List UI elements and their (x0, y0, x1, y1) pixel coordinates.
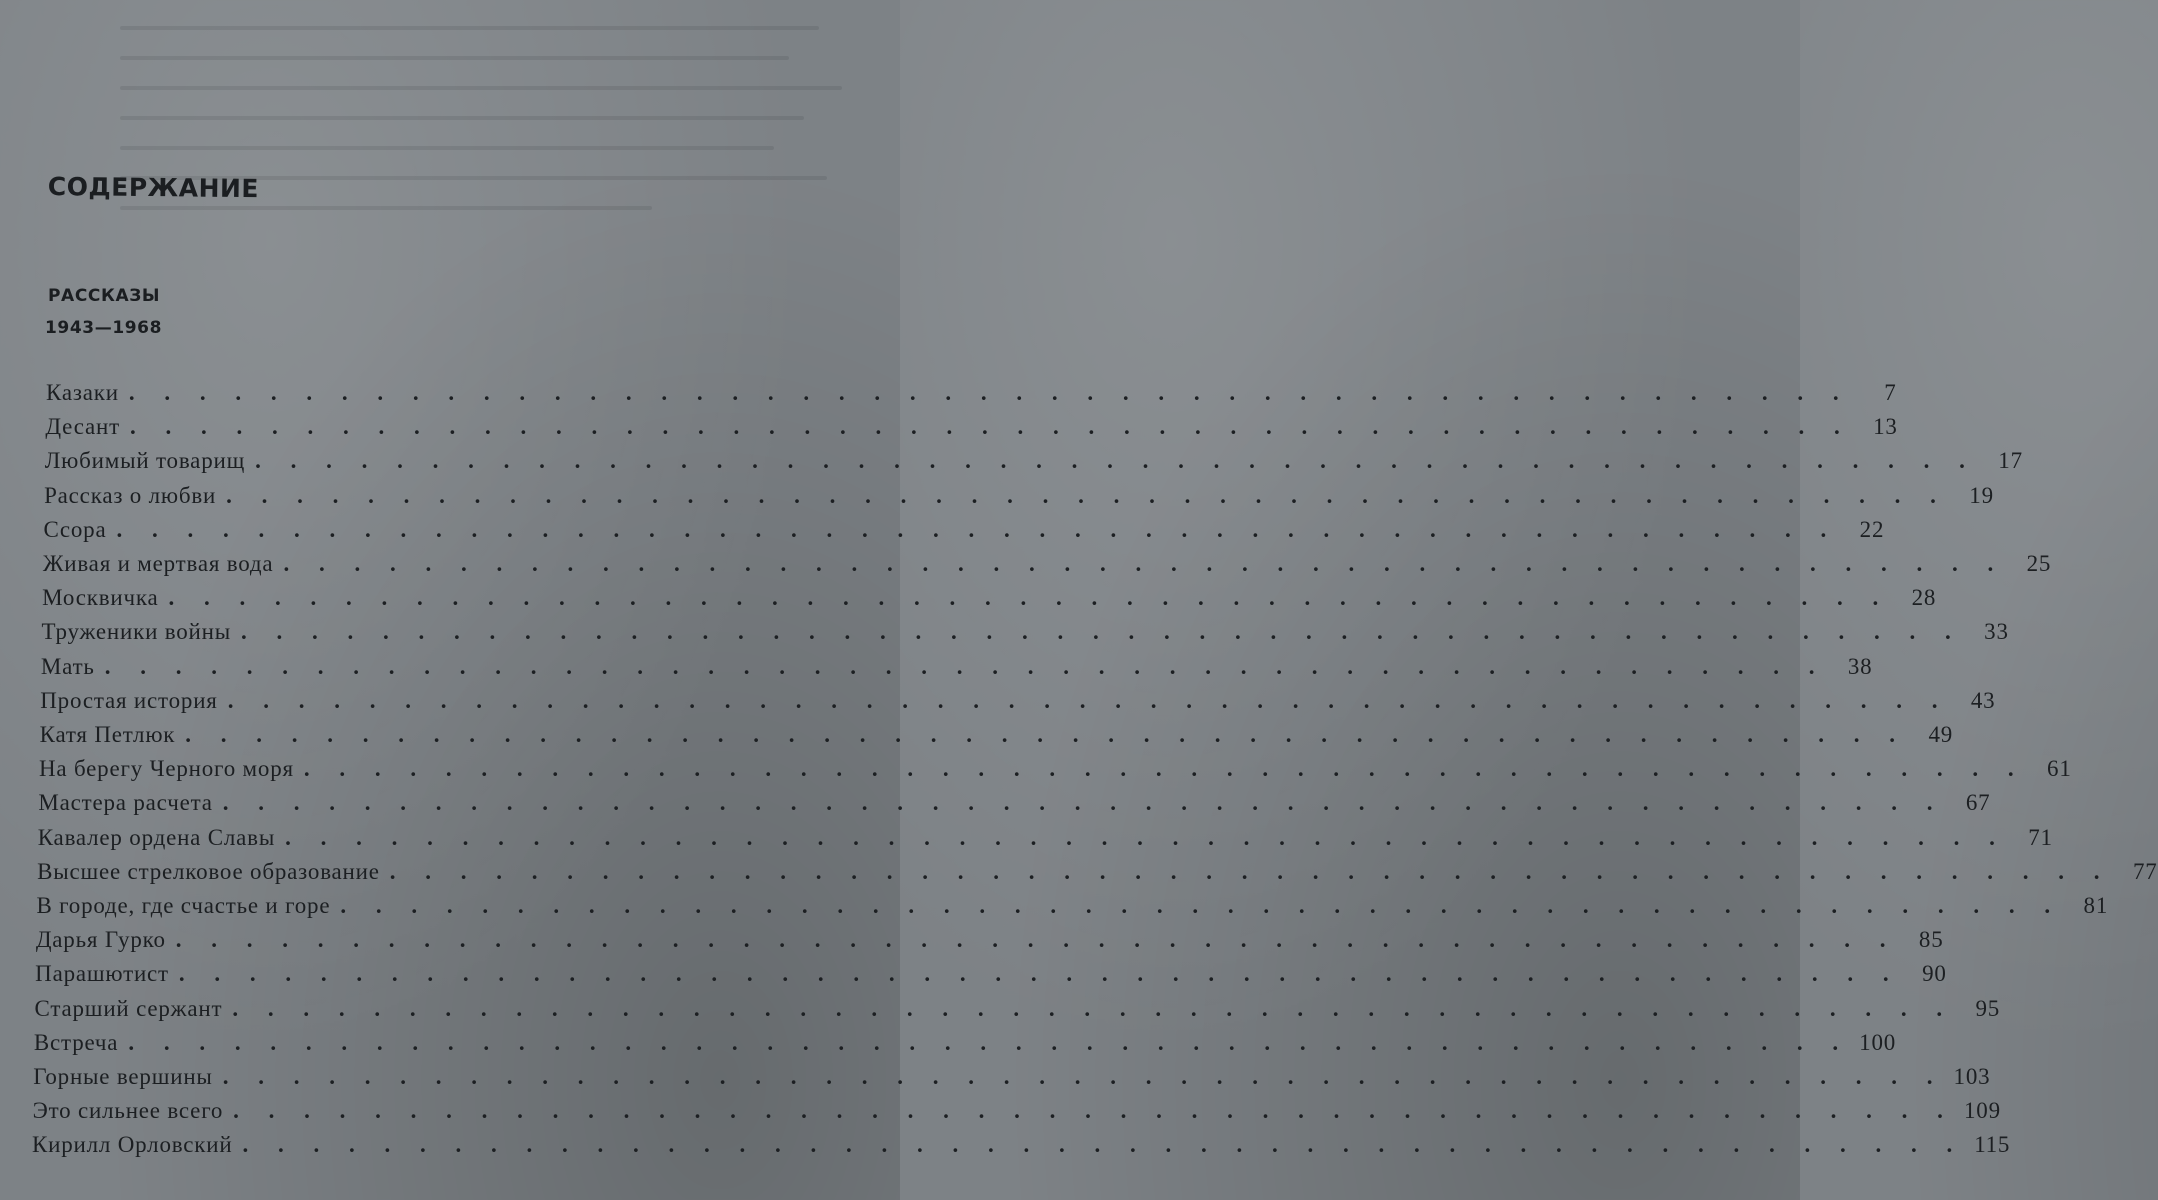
toc-entry (37, 824, 2053, 859)
toc-dot-leader: . . . . . . . . . . . . . . . . . . . . . . . . . . . . . . . . . . . . . . . . . . . . . . . . . (232, 995, 1955, 1021)
toc-entry-title: Ссора (43, 516, 107, 542)
toc-entry-page: 61 (2047, 756, 2072, 782)
toc-dot-leader: . . . . . . . . . . . . . . . . . . . . . . . . . . . . . . . . . . . . . . . . . . . . . . . . . (242, 1132, 1965, 1158)
toc-entry-page: 95 (1975, 995, 2001, 1021)
toc-entry-page: 77 (2132, 858, 2158, 884)
toc-entry-title: Старший сержант (34, 995, 223, 1021)
toc-dot-leader: . . . . . . . . . . . . . . . . . . . . . . . . . . . . . . . . . . . . . . . . . . . . . . . . . (168, 585, 1891, 611)
toc-entry (32, 1132, 2011, 1166)
toc-entry-page: 49 (1928, 722, 1954, 747)
toc-entry-title: В городе, где счастье и горе (36, 893, 331, 918)
toc-entry (35, 927, 1944, 961)
toc-entry-title: Высшее стрелковое образование (37, 858, 380, 884)
toc-entry-page: 19 (1969, 482, 1994, 508)
toc-entry-title: Рассказ о любви (44, 482, 217, 508)
toc-entry-page: 85 (1918, 927, 1944, 953)
bleed-through-text (120, 0, 880, 300)
toc-dot-leader: . . . . . . . . . . . . . . . . . . . . . . . . . . . . . . . . . . . . . . . . . . . . . . . . . (303, 756, 2026, 782)
toc-entry-page: 67 (1965, 790, 1991, 816)
toc-entry-page: 7 (1884, 380, 1897, 405)
toc-entry (38, 790, 1991, 824)
toc-dot-leader: . . . . . . . . . . . . . . . . . . . . . . . . . . . . . . . . . . . . . . . . . . . . . . . . . (283, 551, 2006, 576)
toc-dot-leader: . . . . . . . . . . . . . . . . . . . . . . . . . . . . . . . . . . . . . . . . . . . . . . . . . (340, 893, 2063, 918)
toc-entry (39, 722, 1954, 756)
toc-entry (36, 893, 2109, 927)
toc-dot-leader: . . . . . . . . . . . . . . . . . . . . . . . . . . . . . . . . . . . . . . . . . . . . . . . . . (129, 414, 1852, 440)
toc-entry-title: Казаки (46, 380, 119, 405)
toc-entry (34, 995, 2001, 1030)
toc-entry-title: Любимый товарищ (44, 448, 246, 474)
toc-entry-page: 33 (1984, 619, 2009, 645)
toc-entry-title: Десант (45, 414, 120, 440)
toc-dot-leader: . . . . . . . . . . . . . . . . . . . . . . . . . . . . . . . . . . . . . . . . . . . . . . . . . (241, 619, 1963, 645)
toc-dot-leader: . . . . . . . . . . . . . . . . . . . . . . . . . . . . . . . . . . . . . . . . . . . . . . . . . (128, 1029, 1851, 1055)
toc-dot-leader: . . . . . . . . . . . . . . . . . . . . . . . . . . . . . . . . . . . . . . . . . . . . . . . . . (128, 380, 1851, 405)
toc-entry (35, 961, 1947, 995)
toc-entry-page: 100 (1859, 1029, 1897, 1055)
toc-entry (43, 516, 1885, 551)
toc-entry-page: 115 (1974, 1132, 2011, 1158)
toc-dot-leader: . . . . . . . . . . . . . . . . . . . . . . . . . . . . . . . . . . . . . . . . . . . . . . . . . (222, 790, 1945, 816)
toc-entry (45, 414, 1898, 448)
toc-entry-title: Живая и мертвая вода (42, 551, 274, 576)
toc-entry (41, 619, 2009, 653)
toc-dot-leader: . . . . . . . . . . . . . . . . . . . . . . . . . . . . . . . . . . . . . . . . . . . . . . . . . (255, 448, 1977, 474)
toc-dot-leader: . . . . . . . . . . . . . . . . . . . . . . . . . . . . . . . . . . . . . . . . . . . . . . . . . (116, 516, 1839, 542)
toc-entry-page: 43 (1970, 687, 1996, 713)
toc-entry-title: Парашютист (35, 961, 169, 987)
toc-entry-title: Кирилл Орловский (32, 1132, 233, 1158)
toc-dot-leader: . . . . . . . . . . . . . . . . . . . . . . . . . . . . . . . . . . . . . . . . . . . . . . . . . (389, 858, 2112, 884)
toc-entry-page: 71 (2028, 824, 2053, 850)
toc-entry (46, 380, 1897, 414)
toc-entry-title: Мастера расчета (38, 790, 213, 816)
toc-dot-leader: . . . . . . . . . . . . . . . . . . . . . . . . . . . . . . . . . . . . . . . . . . . . . . . . . (178, 961, 1901, 987)
toc-entry-title: Катя Петлюк (39, 722, 176, 747)
toc-entry-title: Простая история (40, 687, 218, 713)
toc-entry-page: 103 (1953, 1064, 1991, 1089)
toc-entry-page: 17 (1998, 448, 2023, 474)
toc-dot-leader: . . . . . . . . . . . . . . . . . . . . . . . . . . . . . . . . . . . . . . . . . . . . . . . . . (104, 653, 1827, 679)
toc-entry (44, 482, 1994, 517)
toc-entry-page: 90 (1922, 961, 1947, 987)
toc-entry (33, 1029, 1897, 1064)
toc-dot-leader: . . . . . . . . . . . . . . . . . . . . . . . . . . . . . . . . . . . . . . . . . . . . . . . . . (175, 927, 1898, 953)
toc-entry (42, 551, 2052, 585)
toc-entry-page: 25 (2026, 551, 2052, 576)
toc-entry-title: На берегу Черного моря (39, 756, 294, 782)
toc-dot-leader: . . . . . . . . . . . . . . . . . . . . . . . . . . . . . . . . . . . . . . . . . . . . . . . . . (226, 482, 1948, 508)
contents-heading: СОДЕРЖАНИЕ (47, 172, 260, 204)
toc-dot-leader: . . . . . . . . . . . . . . . . . . . . . . . . . . . . . . . . . . . . . . . . . . . . . . . . . (233, 1098, 1955, 1124)
toc-dot-leader: . . . . . . . . . . . . . . . . . . . . . . . . . . . . . . . . . . . . . . . . . . . . . . . . . (222, 1064, 1945, 1089)
toc-entry-title: Встреча (33, 1029, 119, 1055)
toc-entry-page: 13 (1873, 414, 1898, 440)
toc-entry-title: Мать (40, 653, 95, 679)
toc-dot-leader: . . . . . . . . . . . . . . . . . . . . . . . . . . . . . . . . . . . . . . . . . . . . . . . . . (285, 824, 2007, 850)
toc-entry-page: 22 (1859, 516, 1885, 542)
toc-entry-title: Москвичка (42, 585, 159, 611)
toc-entry (32, 1098, 2001, 1132)
toc-entry-page: 81 (2083, 893, 2109, 918)
toc-entry (33, 1064, 1991, 1098)
toc-entry-title: Горные вершины (33, 1064, 213, 1089)
toc-entry-page: 38 (1847, 653, 1873, 679)
toc-dot-leader: . . . . . . . . . . . . . . . . . . . . . . . . . . . . . . . . . . . . . . . . . . . . . . . . . (185, 722, 1908, 747)
toc-dot-leader: . . . . . . . . . . . . . . . . . . . . . . . . . . . . . . . . . . . . . . . . . . . . . . . . . (227, 687, 1950, 713)
toc-entry-title: Труженики войны (41, 619, 232, 645)
toc-entry-title: Дарья Гурко (35, 927, 166, 953)
toc-entry (40, 687, 1996, 722)
toc-entry (42, 585, 1937, 619)
toc-entry-title: Кавалер ордена Славы (37, 824, 276, 850)
toc-entry (39, 756, 2072, 790)
section-title: РАССКАЗЫ (48, 286, 161, 306)
section-years: 1943—1968 (45, 318, 163, 338)
toc-entry-title: Это сильнее всего (32, 1098, 224, 1124)
toc-entry (44, 448, 2023, 482)
toc-entry-page: 109 (1964, 1098, 2001, 1124)
toc-entry-page: 28 (1911, 585, 1937, 611)
toc-entry (40, 653, 1873, 688)
toc-entry (37, 858, 2158, 893)
